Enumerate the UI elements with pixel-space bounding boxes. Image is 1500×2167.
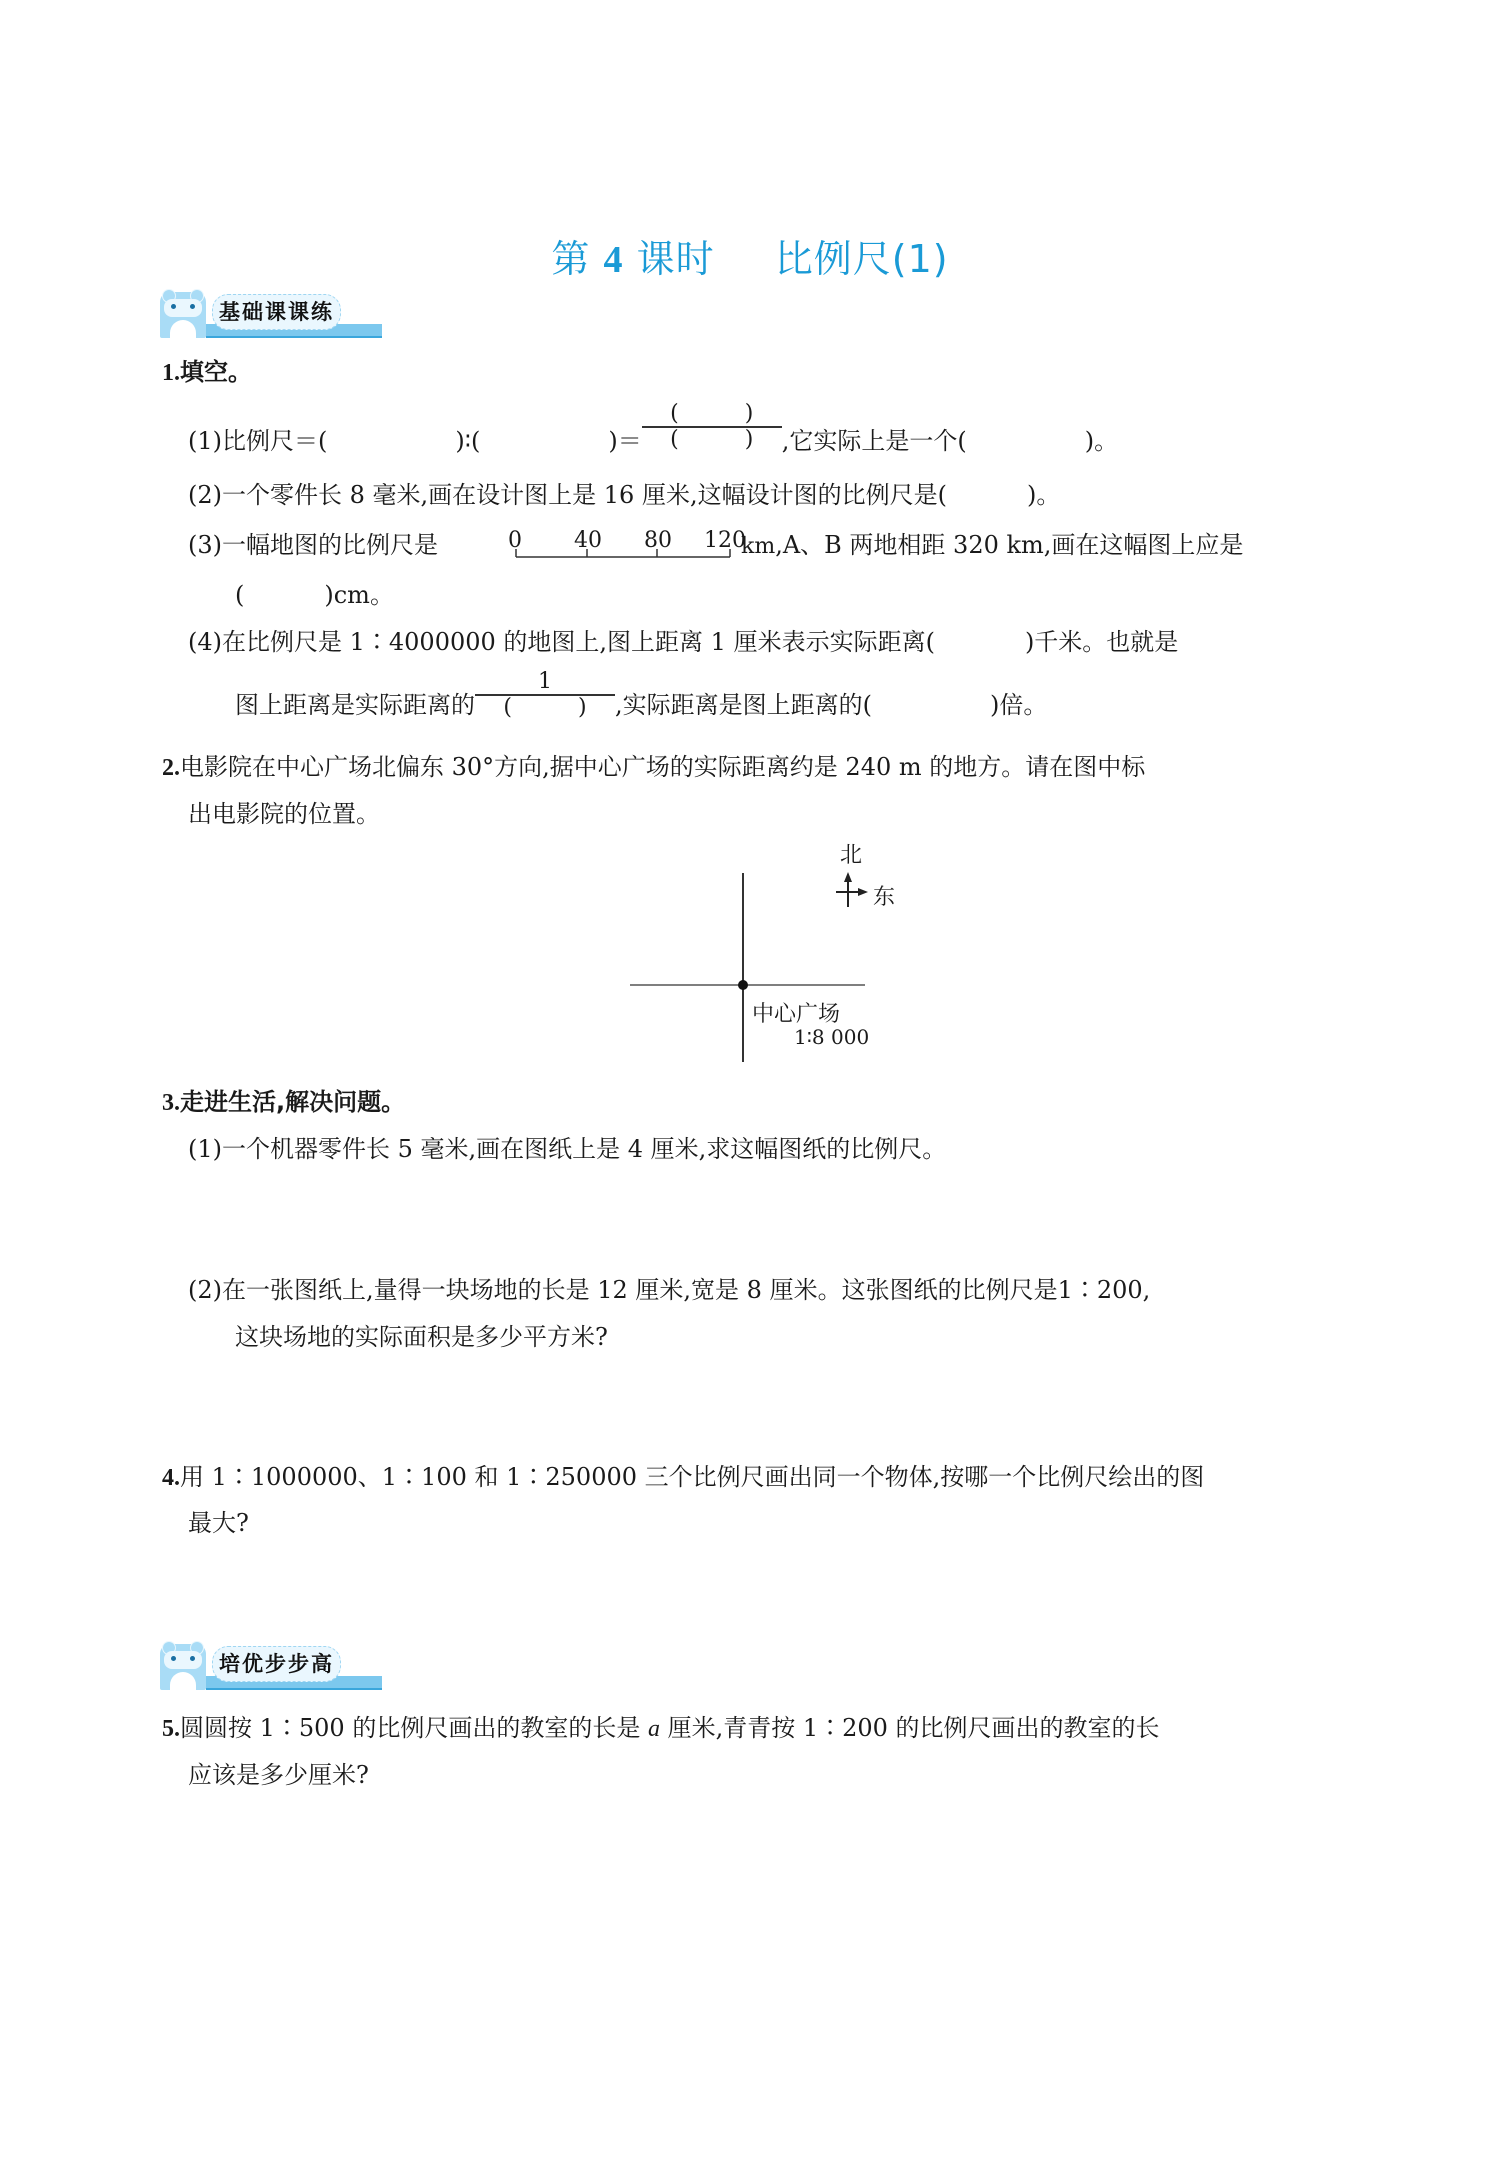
question-3-sub-2-line-1 — [188, 1275, 1150, 1305]
question-text: 应该是多少厘米? — [188, 1761, 369, 1789]
text-segment: 图上距离是实际距离的 — [235, 690, 475, 719]
question-number: 5. — [162, 1716, 180, 1742]
question-2-line-2 — [188, 799, 380, 829]
question-text: 出电影院的位置。 — [188, 800, 380, 828]
section-label: 基础课课练 — [212, 294, 341, 330]
text-segment: (2)一个零件长 8 毫米,画在设计图上是 16 厘米,这幅设计图的比例尺是( — [188, 481, 947, 509]
fraction-blank[interactable] — [475, 670, 615, 720]
scale-tick-label: 0 — [508, 528, 522, 553]
text-segment: (4)在比例尺是 1∶4000000 的地图上,图上距离 1 厘米表示实际距离( — [188, 628, 935, 656]
question-1-sub-4-line-1 — [188, 627, 1178, 657]
section-badge-basic — [160, 292, 382, 338]
question-text: 最大? — [188, 1509, 249, 1537]
location-diagram[interactable] — [600, 830, 930, 1080]
question-number: 2. — [162, 755, 180, 781]
question-text: (1)一个机器零件长 5 毫米,画在图纸上是 4 厘米,求这幅图纸的比例尺。 — [188, 1135, 947, 1163]
scale-bar-line — [508, 528, 768, 564]
question-3-sub-1 — [188, 1134, 946, 1164]
answer-area[interactable] — [188, 1360, 1338, 1440]
question-3-heading — [162, 1087, 405, 1118]
question-4-line-1 — [162, 1462, 1204, 1493]
east-label: 东 — [873, 885, 896, 910]
fraction-denominator: ( ) — [503, 695, 587, 720]
scale-tick-label: 80 — [644, 528, 672, 553]
title-text-di: 第 — [551, 237, 591, 281]
question-5-line-1 — [162, 1713, 1160, 1744]
diagram-scale-label: 1∶8 000 — [794, 1025, 870, 1049]
question-1-sub-3 — [188, 530, 438, 560]
fraction-numerator: 1 — [538, 669, 552, 694]
question-number: 4. — [162, 1465, 180, 1491]
map-scale-bar — [508, 528, 768, 564]
question-text: (2)在一张图纸上,量得一块场地的长是 12 厘米,宽是 8 厘米。这张图纸的比例尺是1∶200, — [188, 1276, 1151, 1304]
answer-area[interactable] — [188, 1170, 1338, 1270]
scale-unit: km — [741, 534, 776, 559]
text-segment: )倍。 — [990, 690, 1048, 719]
question-text: 电影院在中心广场北偏东 30°方向,据中心广场的实际距离约是 240 m 的地方。请在图中标 — [180, 753, 1146, 781]
text-segment: )cm。 — [324, 581, 394, 609]
title-text-keshi: 课时 — [636, 237, 715, 281]
question-number: 3. — [162, 1090, 180, 1116]
bear-mascot-icon — [160, 292, 206, 338]
question-1-sub-4-line-2 — [235, 670, 1047, 730]
question-text: 这块场地的实际面积是多少平方米? — [235, 1323, 608, 1351]
question-heading: 填空。 — [180, 358, 252, 386]
text-segment: )。 — [1084, 426, 1119, 455]
variable-a: a — [647, 1716, 660, 1742]
section-label: 培优步步高 — [212, 1646, 341, 1682]
text-segment: )∶( — [455, 426, 481, 455]
bear-mascot-icon — [160, 1644, 206, 1690]
fraction-denominator: ( ) — [670, 427, 754, 452]
question-number: 1. — [162, 360, 180, 386]
title-topic: 比例尺(1) — [774, 237, 949, 281]
question-text: 用 1∶1000000、1∶100 和 1∶250000 三个比例尺画出同一个物体,按哪一个比例尺绘出的图 — [180, 1463, 1205, 1491]
question-1-sub-1 — [188, 402, 1118, 462]
question-3-sub-2-line-2 — [235, 1322, 608, 1352]
text-segment: (1)比例尺＝( — [188, 426, 328, 455]
text-segment: ,实际距离是图上距离的( — [615, 690, 872, 719]
fraction-blank[interactable] — [642, 402, 782, 452]
answer-area[interactable] — [188, 1545, 1338, 1635]
fraction-numerator: ( ) — [670, 401, 754, 426]
text-segment: )＝ — [608, 426, 642, 455]
axes-cross — [600, 830, 930, 1080]
scale-tick-label: 120 — [704, 528, 746, 553]
text-segment: ( — [235, 581, 245, 609]
question-text: 厘米,青青按 1∶200 的比例尺画出的教室的长 — [659, 1714, 1160, 1742]
question-5-line-2 — [188, 1760, 369, 1790]
text-segment: )。 — [1026, 481, 1061, 509]
question-2-line-1 — [162, 752, 1145, 783]
question-1-sub-3-line-2 — [235, 580, 394, 610]
text-segment: (3)一幅地图的比例尺是 — [188, 531, 438, 559]
text-segment: ,A、B 两地相距 320 km,画在这幅图上应是 — [775, 531, 1244, 559]
section-badge-advanced — [160, 1644, 382, 1690]
answer-area[interactable] — [188, 1800, 1338, 2000]
question-text: 圆圆按 1∶500 的比例尺画出的教室的长是 — [180, 1714, 648, 1742]
scale-tick-label: 40 — [574, 528, 602, 553]
title-lesson-number: 4 — [603, 239, 624, 281]
text-segment: )千米。也就是 — [1024, 628, 1179, 656]
question-4-line-2 — [188, 1508, 249, 1538]
text-segment: ,它实际上是一个( — [781, 426, 967, 455]
north-label: 北 — [840, 843, 863, 868]
page-title — [0, 228, 1500, 283]
question-1-heading — [162, 357, 252, 388]
question-1-sub-3-cont — [741, 530, 1243, 562]
question-heading: 走进生活,解决问题。 — [180, 1088, 406, 1116]
center-square-label: 中心广场 — [752, 1002, 841, 1027]
question-1-sub-2 — [188, 480, 1060, 510]
